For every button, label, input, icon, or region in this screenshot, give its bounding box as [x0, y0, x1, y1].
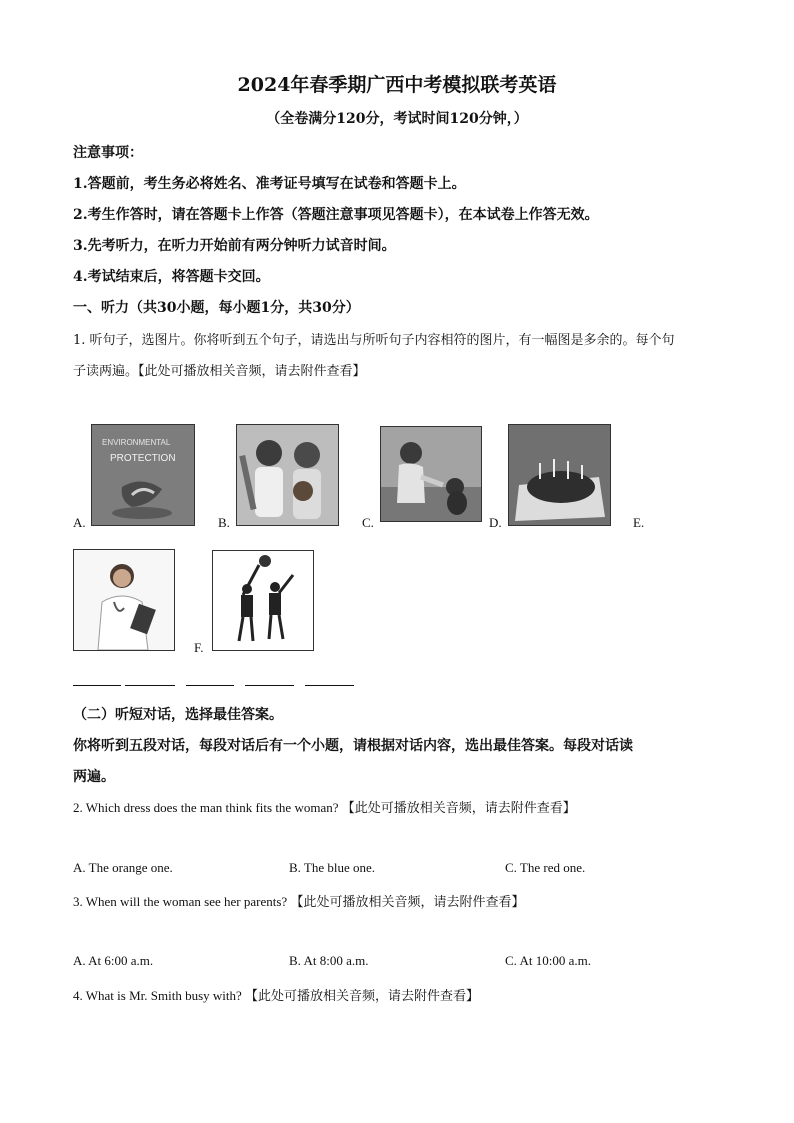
q1-instruction-line2: 子读两遍。【此处可播放相关音频，请去附件查看】	[73, 364, 366, 379]
question-3-text: 3. When will the woman see her parents? 【此处可播放相关音频，请去附件查看】	[73, 894, 525, 909]
q2-option-b[interactable]: B. The blue one.	[289, 860, 376, 875]
note-item-2: 2.考生作答时，请在答题卡上作答（答题注意事项见答题卡），在本试卷上作答无效。	[73, 207, 599, 223]
question-4-text: 4. What is Mr. Smith busy with? 【此处可播放相关音频，请去附件查看】	[73, 988, 480, 1003]
note-item-1: 1.答题前，考生务必将姓名、准考证号填写在试卷和答题卡上。	[73, 176, 466, 192]
animal-image-icon	[381, 427, 481, 521]
doctor-image-icon	[74, 550, 174, 650]
env-text-2: PROTECTION	[110, 453, 176, 464]
q2-option-a[interactable]: A. The orange one.	[73, 860, 173, 875]
cake-image-icon	[509, 425, 610, 525]
boys-image-icon	[237, 425, 338, 525]
env-text-1: ENVIRONMENTAL	[102, 438, 171, 447]
q1-instruction-line1: 1. 听句子，选图片。你将听到五个句子，请选出与所听句子内容相符的图片，有一幅图是多余的。每个句	[73, 333, 675, 348]
picture-label-d: D.	[489, 515, 502, 530]
picture-a-environmental-protection	[91, 424, 195, 526]
answer-blank-4[interactable]	[245, 685, 294, 686]
section2-instruction-line1: 你将听到五段对话，每段对话后有一个小题，请根据对话内容，选出最佳答案。每段对话读	[73, 738, 633, 754]
notes-heading: 注意事项：	[73, 145, 143, 161]
picture-f-basketball	[212, 550, 314, 651]
note-item-3: 3.先考听力，在听力开始前有两分钟听力试音时间。	[73, 238, 396, 254]
q3-option-b[interactable]: B. At 8:00 a.m.	[289, 953, 369, 968]
q3-option-c[interactable]: C. At 10:00 a.m.	[505, 953, 591, 968]
picture-label-b: B.	[218, 515, 230, 530]
picture-label-e: E.	[633, 515, 645, 530]
answer-blank-2[interactable]	[125, 685, 175, 686]
picture-c-girl-animal	[380, 426, 482, 522]
answer-blank-3[interactable]	[186, 685, 234, 686]
section2-instruction-line2: 两遍。	[73, 769, 115, 785]
picture-e-doctor	[73, 549, 175, 651]
basketball-image-icon	[213, 551, 313, 650]
answer-blank-5[interactable]	[305, 685, 354, 686]
picture-d-birthday-cake	[508, 424, 611, 526]
q2-option-c[interactable]: C. The red one.	[505, 860, 586, 875]
answer-blank-1[interactable]	[73, 685, 121, 686]
picture-label-a: A.	[73, 515, 86, 530]
question-2-text: 2. Which dress does the man think fits the woman? 【此处可播放相关音频，请去附件查看】	[73, 800, 576, 815]
q3-option-a[interactable]: A. At 6:00 a.m.	[73, 953, 154, 968]
environment-image-icon	[92, 425, 194, 525]
page-title: 2024年春季期广西中考模拟联考英语	[237, 74, 557, 96]
section2-heading: （二）听短对话，选择最佳答案。	[73, 707, 283, 723]
note-item-4: 4.考试结束后，将答题卡交回。	[73, 269, 270, 285]
picture-label-f: F.	[194, 640, 204, 655]
page-subtitle: （全卷满分120分，考试时间120分钟，）	[266, 111, 528, 127]
section1-heading: 一、听力（共30小题，每小题1分，共30分）	[73, 300, 360, 316]
picture-b-boys-baseball	[236, 424, 339, 526]
picture-label-c: C.	[362, 515, 374, 530]
